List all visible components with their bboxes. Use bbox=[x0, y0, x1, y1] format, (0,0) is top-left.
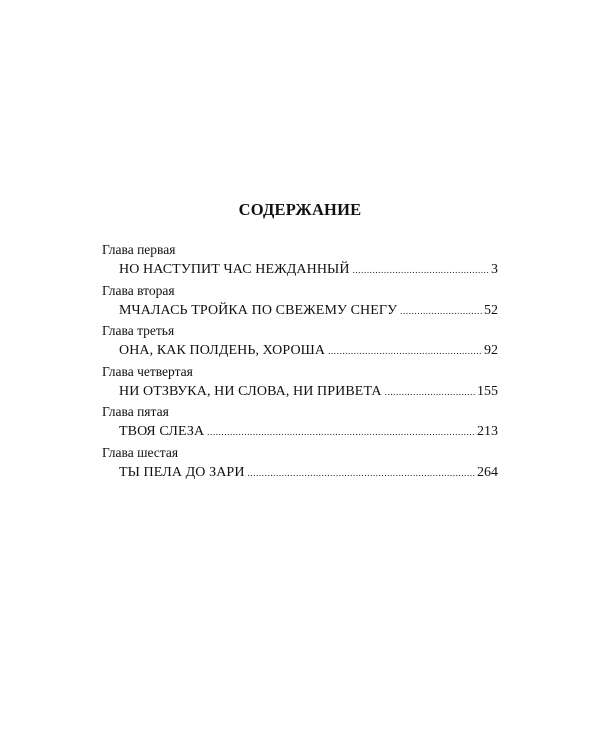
chapter-title: ТЫ ПЕЛА ДО ЗАРИ bbox=[119, 464, 245, 480]
chapter-title: ОНА, КАК ПОЛДЕНЬ, ХОРОША bbox=[119, 343, 326, 358]
chapter-title-line bbox=[119, 301, 498, 320]
dot-leader bbox=[207, 423, 475, 442]
page-number: 3 bbox=[491, 262, 498, 277]
dot-leader bbox=[353, 261, 489, 280]
page-title: СОДЕРЖАНИЕ bbox=[238, 200, 362, 219]
toc-entry-1 bbox=[102, 242, 498, 283]
chapter-title-line bbox=[119, 260, 498, 279]
chapter-title-line bbox=[119, 341, 498, 360]
chapter-title-line bbox=[119, 382, 498, 401]
dot-leader bbox=[328, 342, 482, 361]
page-number: 52 bbox=[484, 302, 498, 318]
chapter-label: Глава шестая bbox=[102, 444, 179, 460]
dot-leader bbox=[400, 302, 482, 321]
dot-leader bbox=[385, 383, 475, 402]
chapter-label: Глава четвертая bbox=[102, 363, 193, 379]
chapter-title: НО НАСТУПИТ ЧАС НЕЖДАННЫЙ bbox=[119, 262, 350, 277]
page-number: 264 bbox=[477, 464, 498, 480]
dot-leader bbox=[248, 464, 475, 483]
chapter-title-line bbox=[119, 422, 498, 441]
chapter-label: Глава первая bbox=[102, 242, 176, 257]
toc-entry-2 bbox=[102, 283, 498, 324]
page-number: 155 bbox=[477, 383, 498, 399]
toc-entry-5 bbox=[102, 404, 498, 445]
chapter-title: ТВОЯ СЛЕЗА bbox=[119, 424, 205, 439]
toc-entry-4 bbox=[102, 364, 498, 405]
chapter-title-line bbox=[119, 463, 498, 482]
toc-entry-6 bbox=[102, 445, 498, 486]
page-number: 92 bbox=[484, 343, 498, 358]
chapter-title: МЧАЛАСЬ ТРОЙКА ПО СВЕЖЕМУ СНЕГУ bbox=[119, 302, 398, 318]
page-number: 213 bbox=[477, 424, 498, 439]
chapter-label: Глава третья bbox=[102, 323, 175, 338]
table-of-contents bbox=[102, 242, 498, 485]
toc-entry-3 bbox=[102, 323, 498, 364]
chapter-label: Глава вторая bbox=[102, 282, 175, 298]
chapter-title: НИ ОТЗВУКА, НИ СЛОВА, НИ ПРИВЕТА bbox=[119, 383, 382, 399]
chapter-label: Глава пятая bbox=[102, 404, 169, 419]
